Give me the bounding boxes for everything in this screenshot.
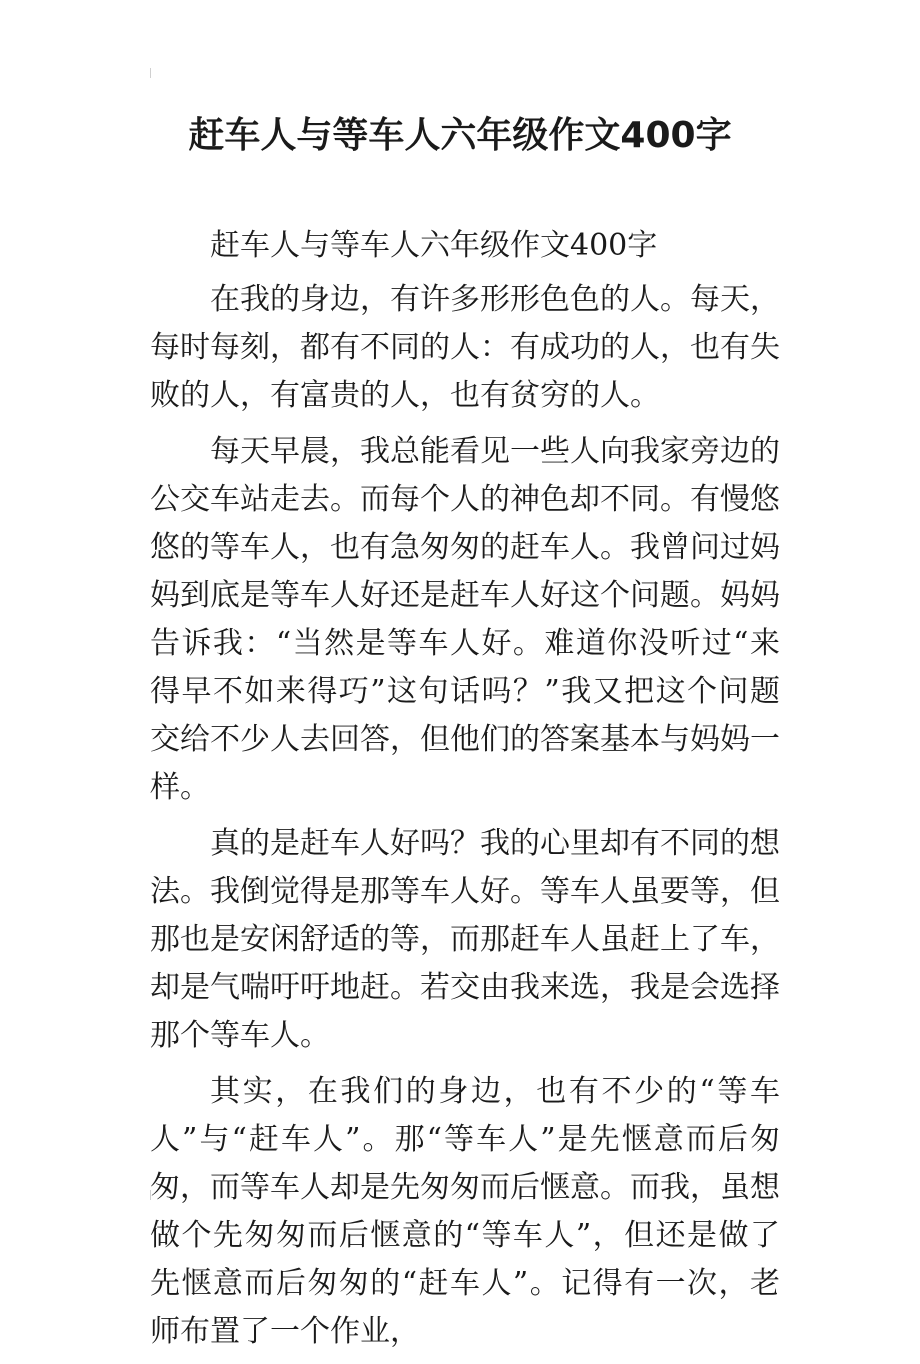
paragraph-2: 每天早晨，我总能看见一些人向我家旁边的公交车站走去。而每个人的神色却不同。有慢悠悠的等车人，也有急匆匆的赶车人。我曾问过妈妈到底是等车人好还是赶车人好这个问题。妈妈告诉我：“当然是等车人好。难道你没听过“来得早不如来得巧”这句话吗？”我又把这个问题交给不少人去回答，但他们的答案基本与妈妈一样。: [150, 434, 780, 805]
body-subtitle: 赶车人与等车人六年级作文400字: [210, 228, 658, 263]
paragraph-4: 其实，在我们的身边，也有不少的“等车人”与“赶车人”。那“等车人”是先惬意而后匆匆，而等车人却是先匆匆而后惬意。而我，虽想做个先匆匆而后惬意的“等车人”，但还是做了先惬意而后匆匆的“赶车人”。记得有一次，老师布置了一个作业，: [150, 1074, 780, 1349]
document-body: [150, 222, 780, 1364]
document-title: 赶车人与等车人六年级作文400字: [188, 115, 732, 156]
page-corner-mark-bottom: [150, 1190, 155, 1200]
paragraph-1: 在我的身边，有许多形形色色的人。每天，每时每刻，都有不同的人：有成功的人，也有失败的人，有富贵的人，也有贫穷的人。: [150, 282, 780, 413]
paragraph-3: 真的是赶车人好吗？我的心里却有不同的想法。我倒觉得是那等车人好。等车人虽要等，但那也是安闲舒适的等，而那赶车人虽赶上了车，却是气喘吁吁地赶。若交由我来选，我是会选择那个等车人。: [150, 826, 780, 1053]
page-corner-mark-top: [150, 68, 155, 78]
